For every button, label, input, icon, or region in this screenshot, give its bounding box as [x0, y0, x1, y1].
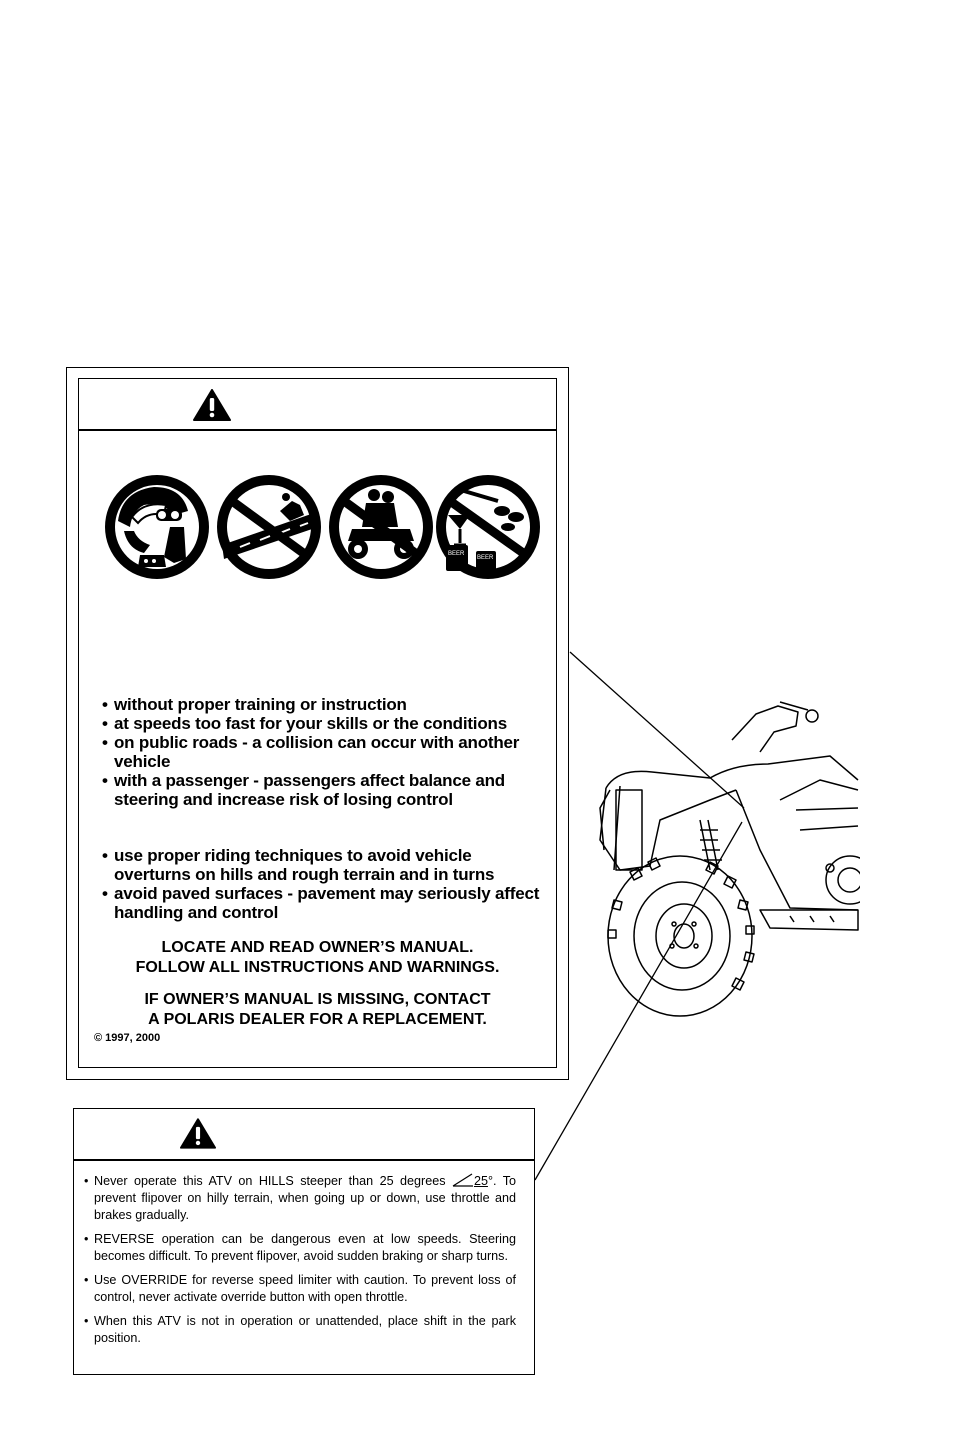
missing-manual-line-2: A POLARIS DEALER FOR A REPLACEMENT.	[148, 1011, 487, 1028]
list-item: • at speeds too fast for your skills or the conditions	[102, 714, 552, 733]
no-passenger-icon	[329, 475, 433, 579]
svg-text:BEER: BEER	[477, 555, 494, 561]
read-manual-notice	[90, 938, 545, 978]
riding-technique-list	[102, 846, 552, 922]
missing-manual-line-1: IF OWNER’S MANUAL IS MISSING, CONTACT	[144, 991, 491, 1008]
prohibition-pictograms	[104, 471, 540, 583]
list-item: • use proper riding techniques to avoid vehicle overturns on hills and rough terrain and in turns	[102, 846, 552, 884]
list-item: • When this ATV is not in operation or unattended, place shift in the park position.	[84, 1313, 516, 1347]
warning-triangle-icon	[180, 1118, 216, 1149]
list-item: • on public roads - a collision can occur with another vehicle	[102, 733, 552, 771]
copyright-icon: ©	[94, 1032, 103, 1044]
operation-warnings-list	[84, 1173, 516, 1354]
list-item: • REVERSE operation can be dangerous even at low speeds. Steering becomes difficult. To prevent flipover, avoid sudden braking or sharp turns.	[84, 1231, 516, 1265]
copyright: © 1997, 2000	[94, 1032, 161, 1044]
atv-illustration	[560, 640, 860, 1040]
slope-angle-icon	[452, 1173, 474, 1187]
read-manual-line-1: LOCATE AND READ OWNER’S MANUAL.	[161, 939, 474, 956]
missing-manual-notice	[90, 990, 545, 1030]
no-public-roads-icon	[217, 475, 321, 579]
warning-label-small-header	[73, 1108, 535, 1161]
no-drugs-alcohol-icon	[436, 475, 540, 579]
list-item: • avoid paved surfaces - pavement may seriously affect handling and control	[102, 884, 552, 922]
helmet-goggles-icon	[105, 475, 209, 579]
warning-label-large-header	[78, 378, 557, 431]
list-item: • Never operate this ATV on HILLS steeper than 25 degrees 25°. To prevent flipover on hilly terrain, when going up or down, use throttle and brakes gradually.	[84, 1173, 516, 1224]
list-item: • without proper training or instruction	[102, 695, 552, 714]
read-manual-line-2: FOLLOW ALL INSTRUCTIONS AND WARNINGS.	[135, 959, 500, 976]
list-item: • with a passenger - passengers affect balance and steering and increase risk of losing control	[102, 771, 552, 809]
warning-triangle-icon	[193, 389, 231, 421]
riding-hazards-list	[102, 695, 552, 809]
svg-text:BEER: BEER	[448, 551, 465, 557]
list-item: • Use OVERRIDE for reverse speed limiter with caution. To prevent loss of control, never activate override button with open throttle.	[84, 1272, 516, 1306]
